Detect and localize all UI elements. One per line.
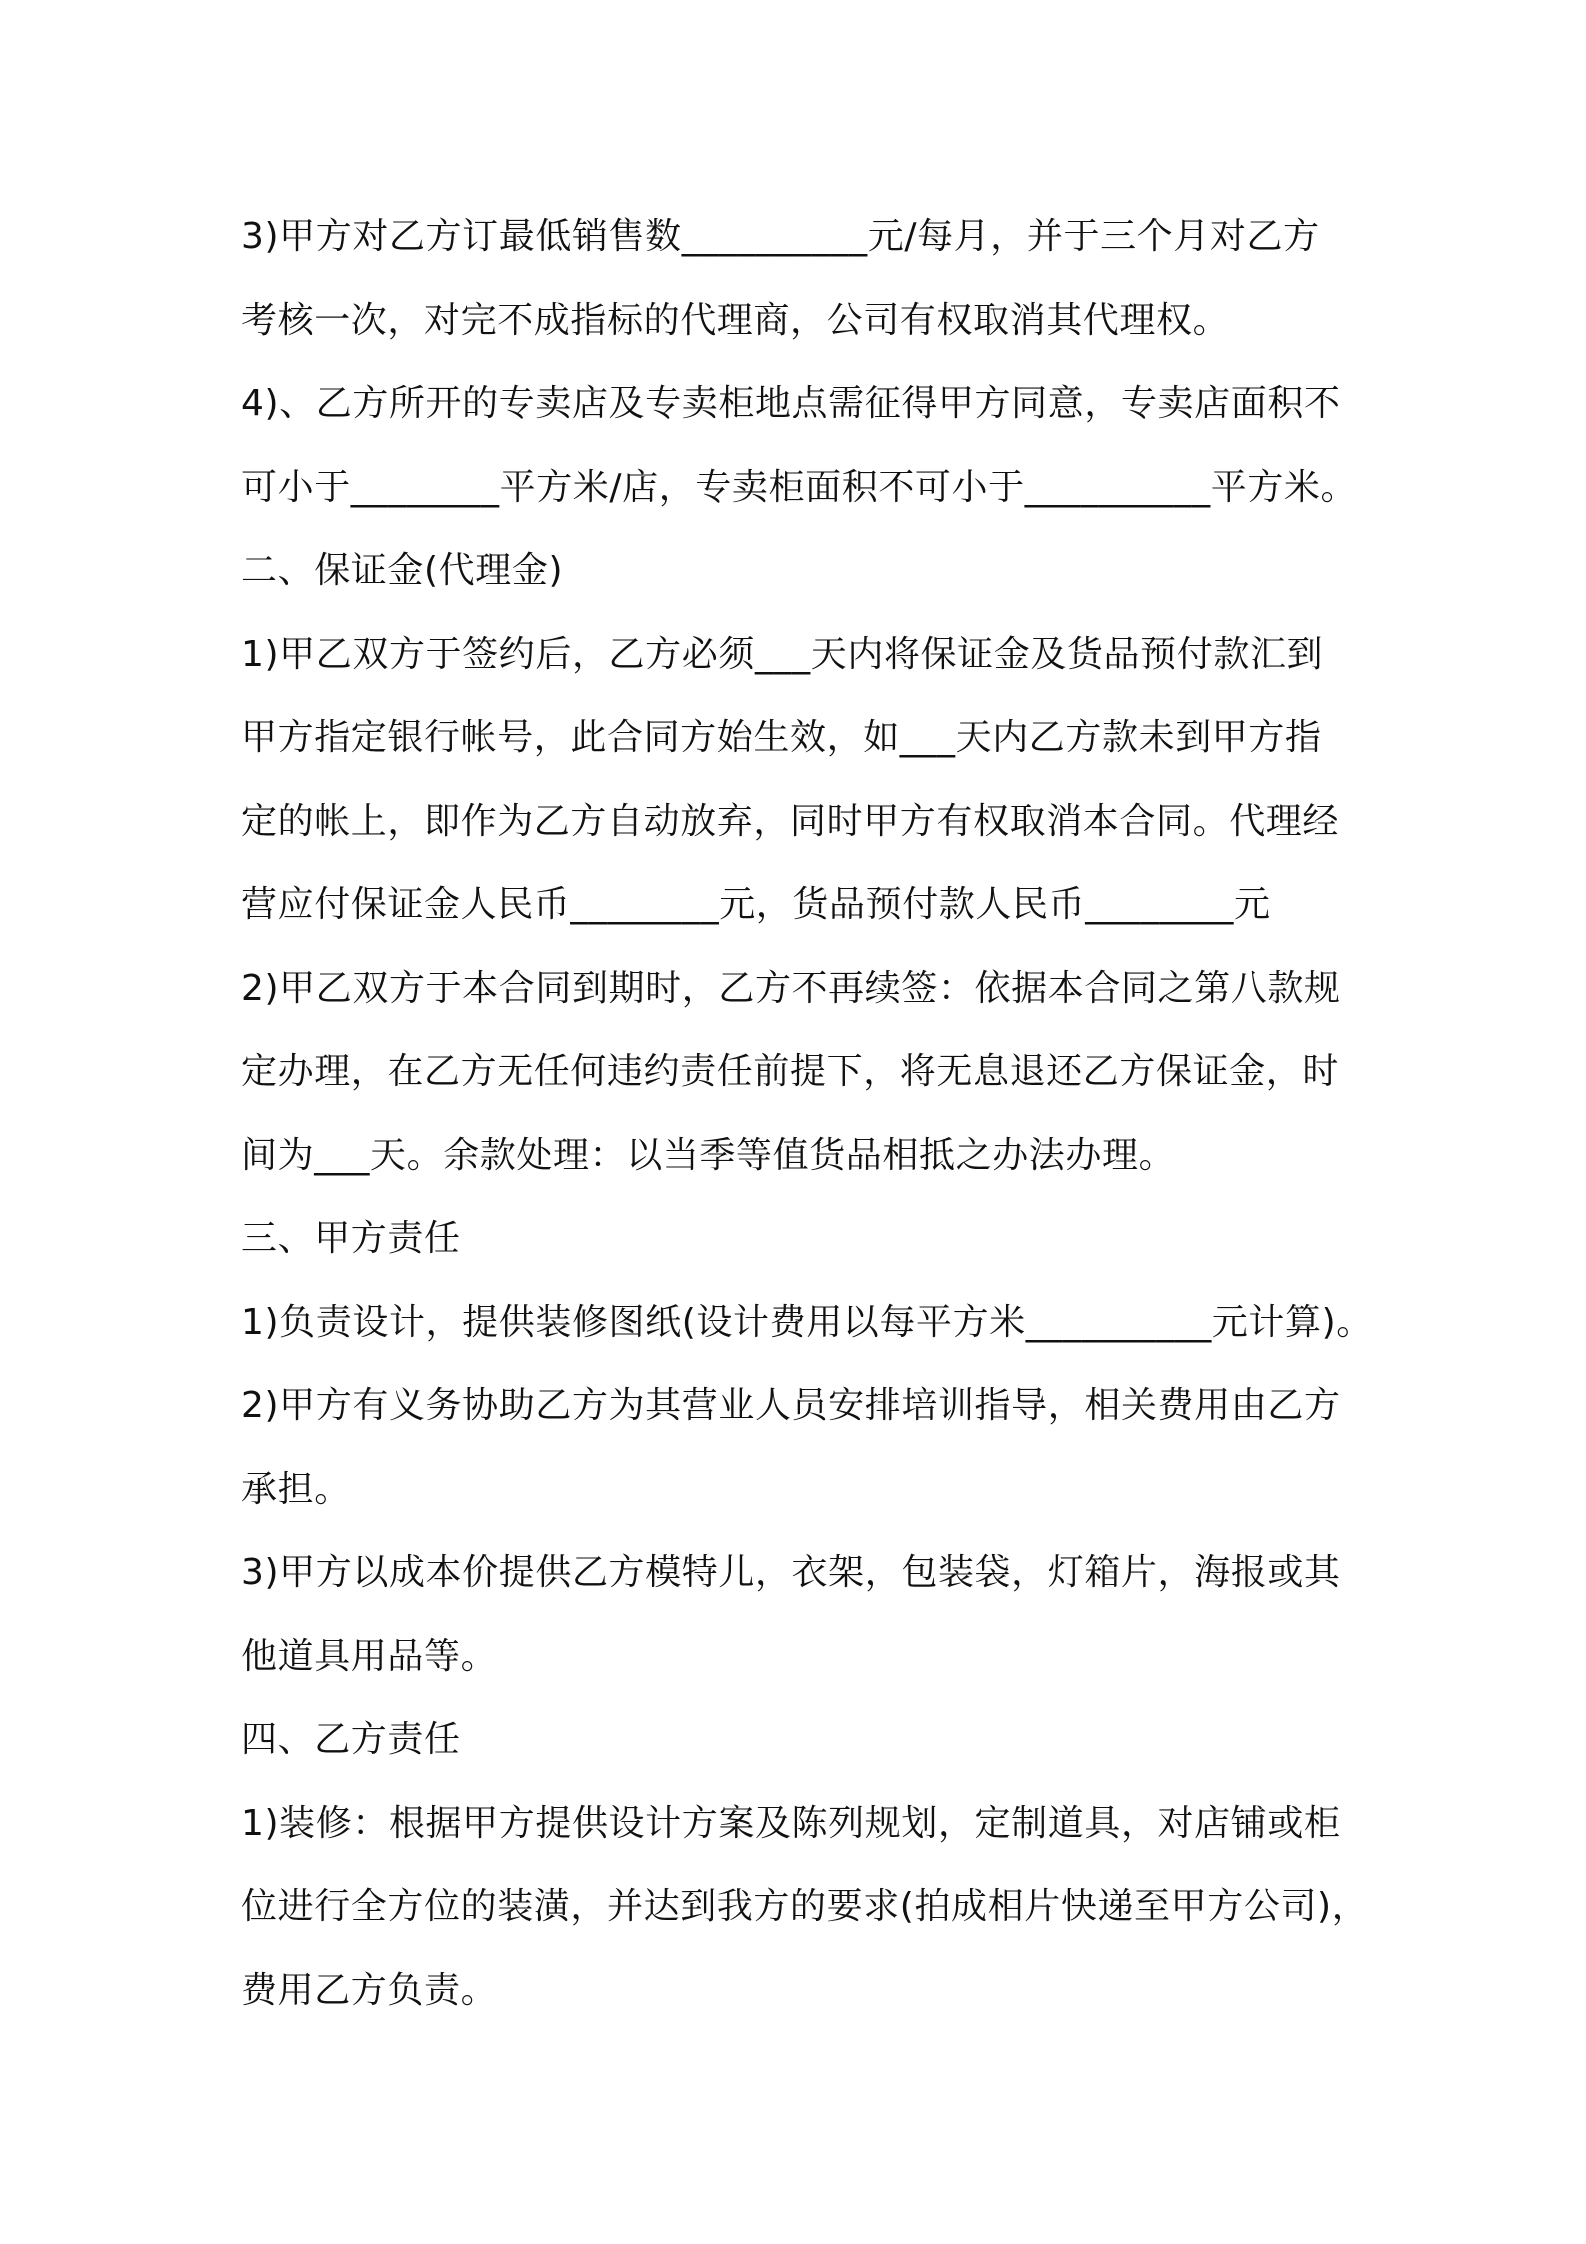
section-heading: 四、乙方责任	[241, 1719, 461, 1760]
text-line: 1)甲乙双方于签约后，乙方必须___天内将保证金及货品预付款汇到	[241, 633, 1324, 675]
text-line: 1)装修：根据甲方提供设计方案及陈列规划，定制道具，对店铺或柜	[241, 1802, 1341, 1844]
text-line: 甲方指定银行帐号，此合同方始生效，如___天内乙方款未到甲方指	[241, 717, 1322, 758]
text-line: 3)甲方对乙方订最低销售数__________元/每月，并于三个月对乙方	[241, 216, 1320, 257]
text-line: 4)、乙方所开的专卖店及专卖柜地点需征得甲方同意，专卖店面积不	[241, 383, 1341, 424]
text-line: 2)甲乙双方于本合同到期时，乙方不再续签：依据本合同之第八款规	[241, 967, 1341, 1009]
text-line: 1)负责设计，提供装修图纸(设计费用以每平方米__________元计算)。	[241, 1301, 1373, 1343]
contract-text	[241, 195, 1371, 2032]
text-line: 可小于________平方米/店，专卖柜面积不可小于__________平方米。	[241, 466, 1358, 508]
section-heading: 三、甲方责任	[241, 1218, 461, 1259]
section-heading: 二、保证金(代理金)	[241, 550, 564, 591]
text-line: 他道具用品等。	[241, 1635, 498, 1677]
text-line: 费用乙方负责。	[241, 1969, 498, 2011]
text-line: 考核一次，对完不成指标的代理商，公司有权取消其代理权。	[241, 299, 1230, 341]
text-line: 定的帐上，即作为乙方自动放弃，同时甲方有权取消本合同。代理经	[241, 800, 1340, 842]
text-line: 间为___天。余款处理：以当季等值货品相抵之办法办理。	[241, 1134, 1176, 1176]
text-line: 定办理，在乙方无任何违约责任前提下，将无息退还乙方保证金，时	[241, 1051, 1340, 1092]
text-line: 3)甲方以成本价提供乙方模特儿，衣架，包装袋，灯箱片，海报或其	[241, 1552, 1341, 1593]
text-line: 承担。	[241, 1468, 351, 1510]
text-line: 2)甲方有义务协助乙方为其营业人员安排培训指导，相关费用由乙方	[241, 1385, 1341, 1426]
text-line: 位进行全方位的装潢，并达到我方的要求(拍成相片快递至甲方公司)，	[241, 1886, 1369, 1927]
text-line: 营应付保证金人民币________元，货品预付款人民币________元	[241, 884, 1271, 925]
